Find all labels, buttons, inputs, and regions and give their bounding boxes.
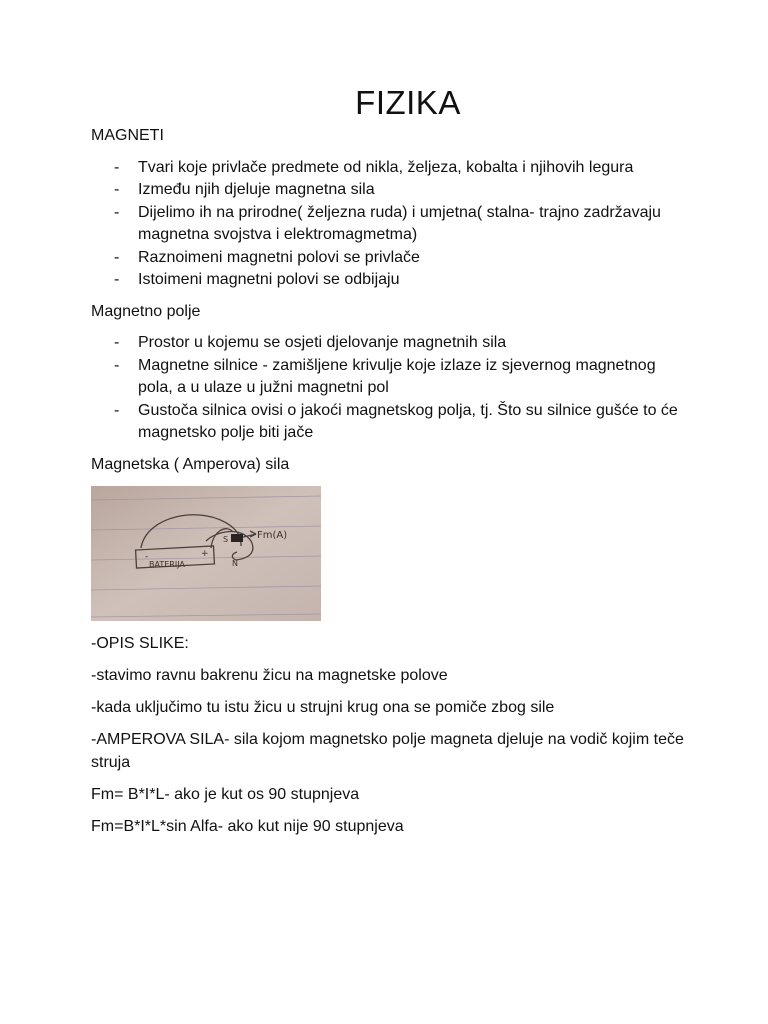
document-title: FIZIKA <box>355 84 461 121</box>
document-body <box>91 125 691 848</box>
list-item: - Između njih djeluje magnetna sila <box>91 179 691 202</box>
n-pole-label: N <box>232 559 238 568</box>
list-item: - Prostor u kojemu se osjeti djelovanje magnetnih sila <box>91 332 691 355</box>
sketch-photo <box>91 486 321 621</box>
formula-paragraph: Fm= B*I*L- ako je kut os 90 stupnjeva <box>91 785 360 803</box>
force-label: Fm(A) <box>257 530 288 541</box>
list-item: - Dijelimo ih na prirodne( željezna ruda) i umjetna( stalna- trajno zadržavaju magnetna svojstva i elektromagmetma) <box>114 203 661 243</box>
minus-label: - <box>145 552 149 562</box>
dash-bullet: - <box>114 181 120 198</box>
paragraph: -AMPEROVA SILA- sila kojom magnetsko polje magneta djeluje na vodič kojim teče struja <box>91 731 684 771</box>
section-heading-amperova-sila: Magnetska ( Amperova) sila <box>91 455 290 473</box>
list-item: - Gustoča silnica ovisi o jakoći magnetskog polja, tj. Što su silnice gušće to će magnetsko polje biti jače <box>114 401 678 441</box>
list-item: - Magnetne silnice - zamišljene krivulje koje izlaze iz sjevernog magnetnog pola, a u ulaze u južni magnetni pol <box>114 356 656 396</box>
list-item: - Istoimeni magnetni polovi se odbijaju <box>91 269 691 292</box>
plus-label: + <box>201 549 209 559</box>
formula-paragraph: Fm=B*I*L*sin Alfa- ako kut nije 90 stupnjeva <box>91 817 404 835</box>
dash-bullet: - <box>114 248 120 266</box>
dash-bullet: - <box>114 356 120 374</box>
wire-contact <box>231 534 243 542</box>
section-heading-magneti: MAGNETI <box>91 127 164 144</box>
paragraph: -stavimo ravnu bakrenu žicu na magnetske polove <box>91 667 448 684</box>
list-item: - Tvari koje privlače predmete od nikla, željeza, kobalta i njihovih legura <box>91 157 691 180</box>
dash-bullet: - <box>114 334 120 351</box>
bullet-list-magnetno-polje <box>91 332 691 445</box>
dash-bullet: - <box>114 401 120 419</box>
dash-bullet: - <box>114 271 120 288</box>
dash-bullet: - <box>114 158 120 176</box>
s-pole-label: S <box>223 535 229 544</box>
list-item: - Raznoimeni magnetni polovi se privlače <box>91 247 691 270</box>
bullet-list-magneti <box>91 157 691 292</box>
paragraph: -OPIS SLIKE: <box>91 635 189 652</box>
paragraph: -kada uključimo tu istu žicu u strujni krug ona se pomiče zbog sile <box>91 699 555 716</box>
battery-label: BATERIJA <box>149 560 185 569</box>
dash-bullet: - <box>114 203 120 221</box>
section-heading-magnetno-polje: Magnetno polje <box>91 302 201 320</box>
